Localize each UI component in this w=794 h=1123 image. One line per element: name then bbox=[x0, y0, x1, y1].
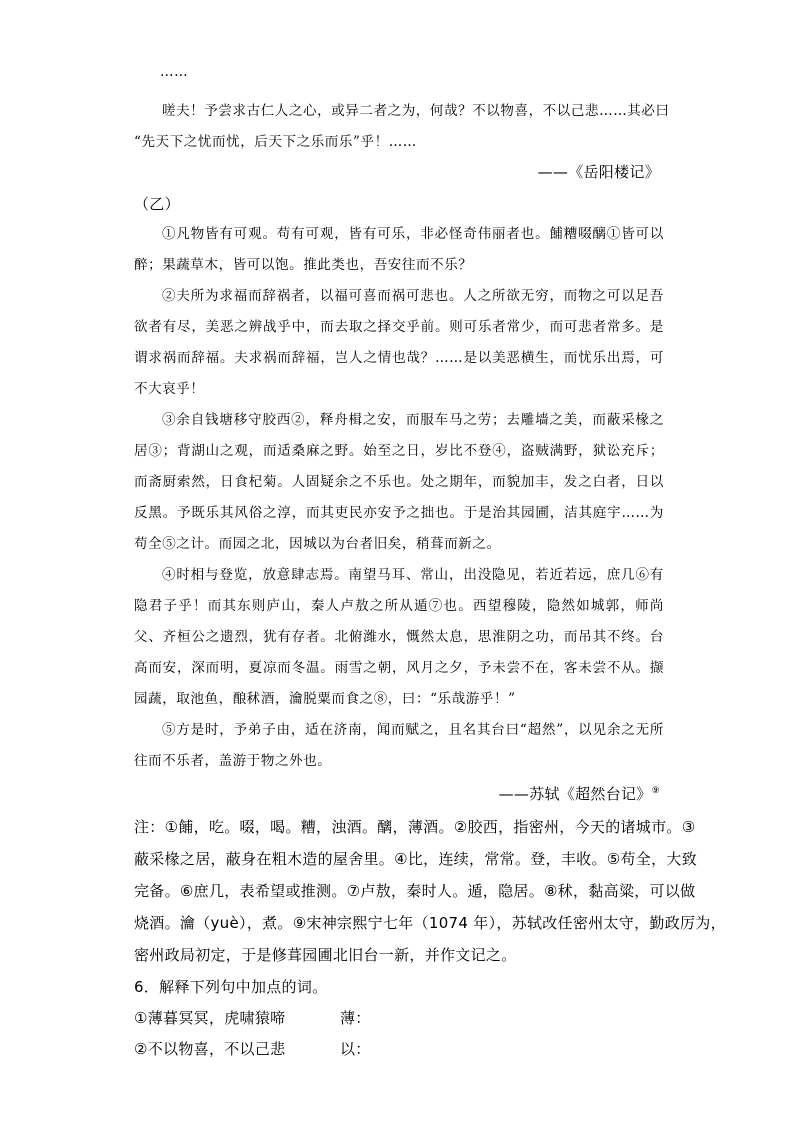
note-line-2: 蔽采椽之居，蔽身在粗木造的屋舍里。④比，连续，常常。登，丰收。⑤苟全，大致 bbox=[134, 850, 697, 868]
ellipsis: …… bbox=[160, 64, 189, 80]
note-line-1: 注：①餔，吃。啜，喝。糟，浊酒。醨，薄酒。②胶西，指密州，今天的诸城市。③ bbox=[134, 818, 696, 836]
question-title: 6．解释下列句中加点的词。 bbox=[134, 978, 328, 996]
note-line-4: 烧酒。瀹（yuè），煮。⑨宋神宗熙宁七年（1074 年），苏轼改任密州太守，勤政厉为， bbox=[134, 914, 726, 932]
jia-paragraph-line-1: 嗟夫！予尝求古仁人之心，或异二者之为，何哉？不以物喜，不以己悲……其必曰 bbox=[162, 103, 670, 119]
yi-paragraph-5: ⑤方是时，予弟子由，适在济南，闻而赋之，且名其台曰“超然”，以见余之无所往而不乐者，盖游于物之外也。 bbox=[134, 722, 664, 769]
jia-source: ——《岳阳楼记》 bbox=[537, 163, 660, 181]
yi-label: （乙） bbox=[134, 195, 180, 213]
yi-paragraph-4: ④时相与登览，放意肆志焉。南望马耳、常山，出没隐见，若近若远，庶几⑥有隐君子乎！而其东则庐山，秦人卢敖之所从遁⑦也。西望穆陵，隐然如城郭，师尚父、齐桓公之遗烈，犹有存者。北俯潍水，慨然太息，思淮阴之功，而吊其不终。台高而安，深而明，夏凉而冬温。雨雪之朝，风月之夕，予未尝不在，客未尝不从。撷园蔬，取池鱼，酿秫酒，瀹脱粟而食之⑧，曰：“乐哉游乎！” bbox=[134, 567, 664, 707]
yi-source bbox=[499, 783, 660, 804]
question-item-2-phrase: ②不以物喜，不以己悲 bbox=[134, 1040, 286, 1058]
note-line-3: 完备。⑥庶几，表希望或推测。⑦卢敖，秦时人。遁，隐居。⑧秫，黏高粱，可以做 bbox=[134, 882, 696, 900]
jia-paragraph-line-2: “先天下之忧而忧，后天下之乐而乐”乎！…… bbox=[134, 134, 417, 150]
question-item-1-phrase: ①薄暮冥冥，虎啸猿啼 bbox=[134, 1009, 286, 1027]
yi-paragraph-3: ③余自钱塘移守胶西②，释舟楫之安，而服车马之劳；去雕墙之美，而蔽采椽之居③；背湖山之观，而适桑麻之野。始至之日，岁比不登④，盗贼满野，狱讼充斥；而斋厨索然，日食杞菊。人固疑余之不乐也。处之期年，而貌加丰，发之白者，日以反黑。予既乐其风俗之淳，而其吏民亦安予之拙也。于是治其园圃，洁其庭宇……为苟全⑤之计。而园之北，因城以为台者旧矣，稍葺而新之。 bbox=[134, 412, 664, 552]
yi-paragraph-1: ①凡物皆有可观。苟有可观，皆有可乐，非必怪奇伟丽者也。餔糟啜醨①皆可以醉；果蔬草木，皆可以饱。推此类也，吾安往而不乐？ bbox=[134, 226, 664, 273]
note-line-5: 密州政局初定，于是修葺园圃北旧台一新，并作文记之。 bbox=[134, 946, 517, 964]
yi-source-mark: ⑨ bbox=[651, 786, 660, 796]
question-item-1-word: 薄： bbox=[340, 1009, 371, 1027]
yi-source-text: ——苏轼《超然台记》 bbox=[498, 785, 652, 803]
question-item-2-word: 以： bbox=[340, 1040, 371, 1058]
yi-paragraph-2: ②夫所为求福而辞祸者，以福可喜而祸可悲也。人之所欲无穷，而物之可以足吾欲者有尽，美恶之辨战乎中，而去取之择交乎前。则可乐者常少，而可悲者常多。是谓求祸而辞福。夫求祸而辞福，岂人之情也哉？……是以美恶横生，而忧乐出焉，可不大哀乎！ bbox=[134, 288, 664, 397]
